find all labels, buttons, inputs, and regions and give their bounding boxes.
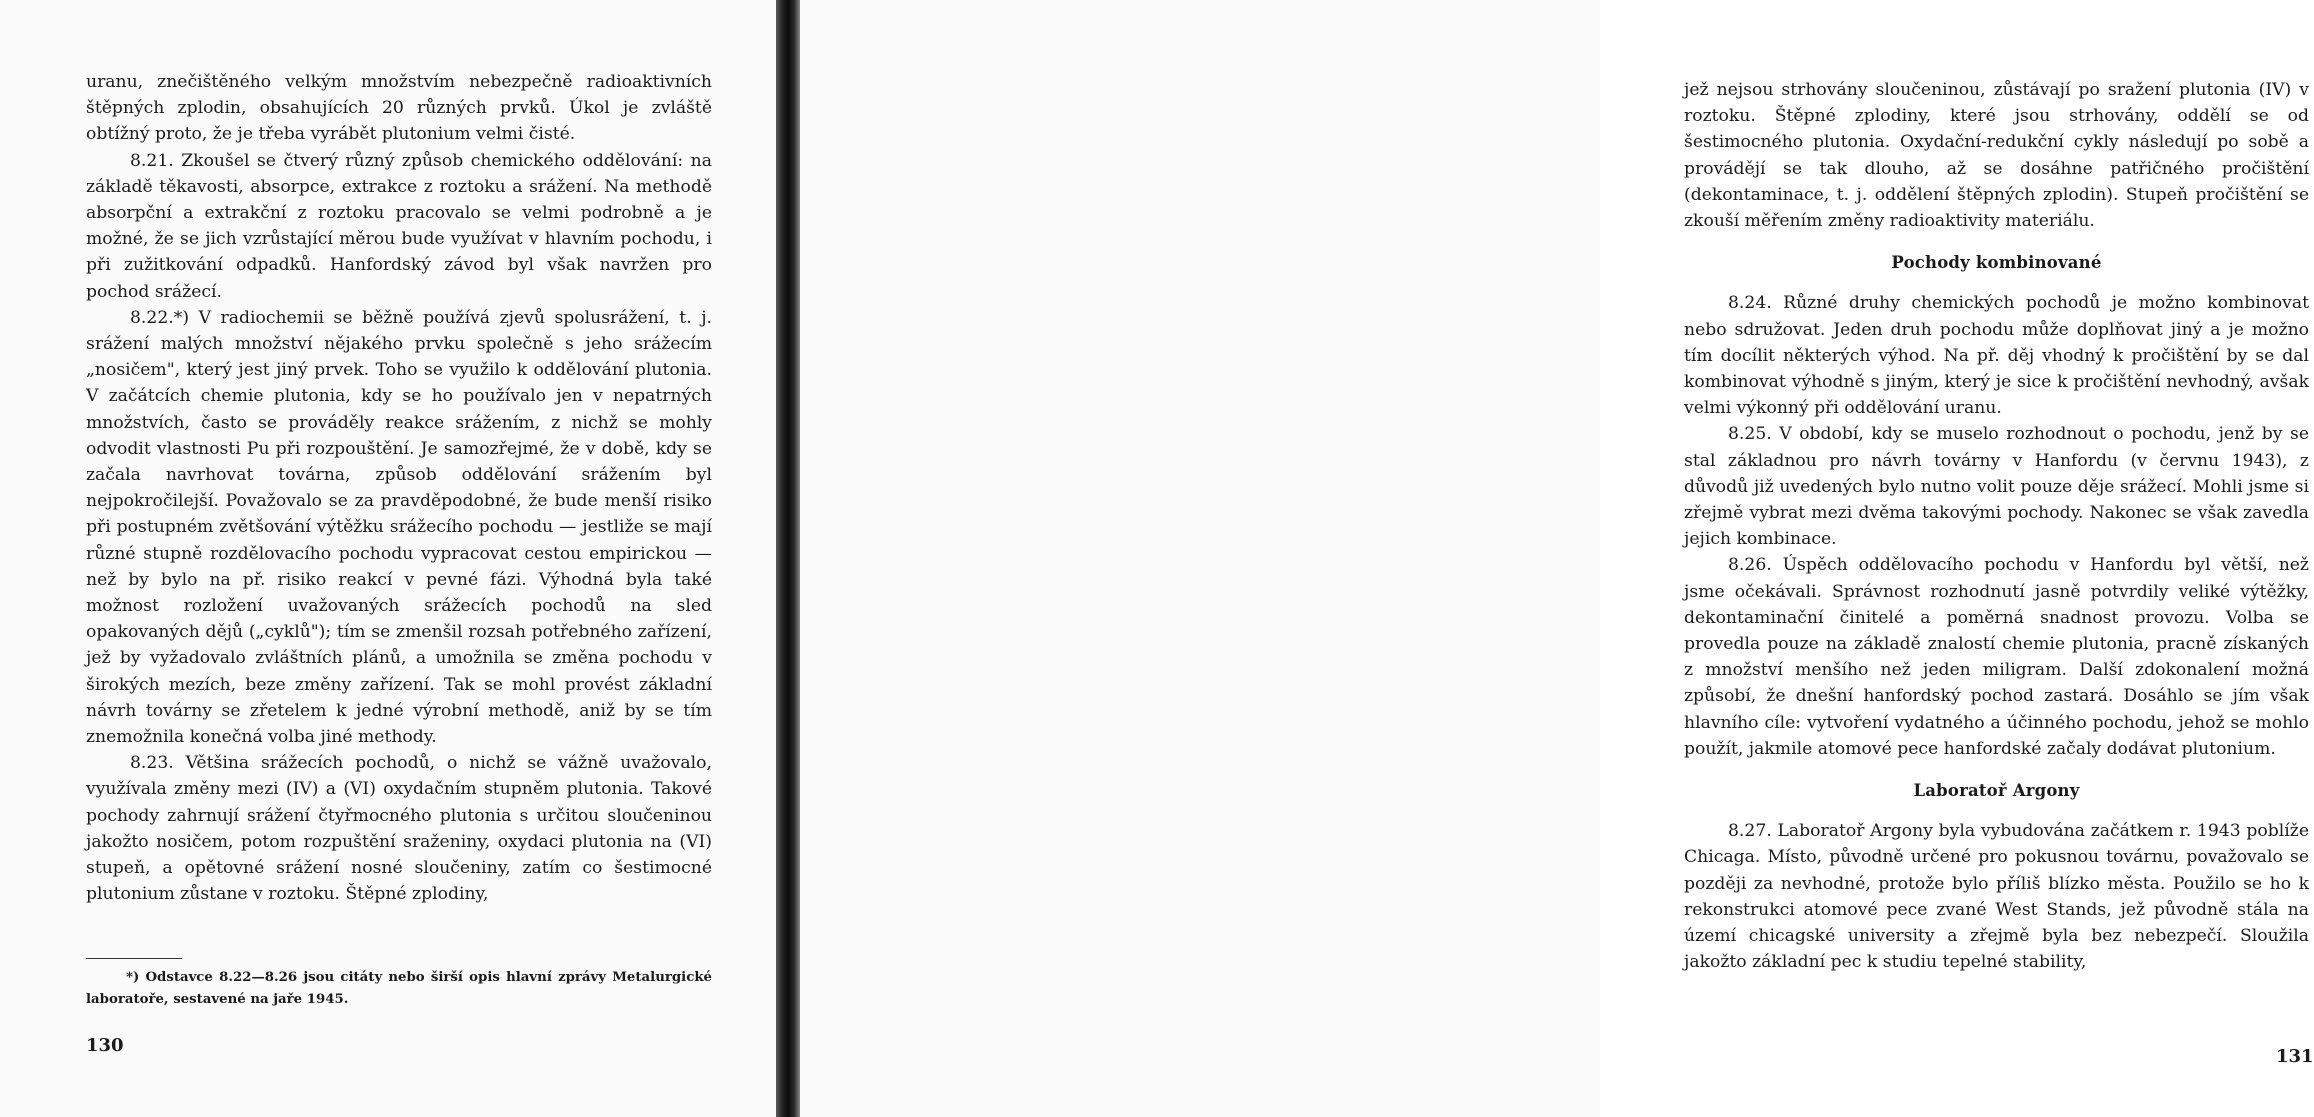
paragraph-8-22: 8.22.*) V radiochemii se běžně používá zjevů spolusrážení, t. j. srážení malých množství nějakého prvku společně s jeho srážecím „nosičem", který jest jiný prvek. Toho se využilo k oddělování plutonia. V začátcích chemie plutonia, kdy se ho používalo jen v nepatrných množstvích, často se prováděly reakce srážením, z nichž se mohly odvodit vlastnosti Pu při rozpouštění. Je samozřejmé, že v době, kdy se začala navrhovat továrna, způsob oddělování srážením byl nejpokročilejší. Považovalo se za pravděpodobné, že bude menší risiko při postupném zvětšování výtěžku srážecího pochodu — jestliže se mají různé stupně rozdělovacího pochodu vypracovat cestou empirickou — než by bylo na př. risiko reakcí v pevné fázi. Výhodná byla také možnost rozložení uvažovaných srážecích pochodů na sled opakovaných dějů („cyklů"); tím se zmenšil rozsah potřebného zařízení, jež by vyžadovalo zvláštních plánů, a umožnila se změna pochodu v širokých mezích, beze změny zařízení. Tak se mohl provést základní návrh továrny se zřetelem k jedné výrobní methodě, aniž by se tím znemožnila konečná volba jiné methody.	[86, 307, 712, 748]
footnote: *) Odstavce 8.22—8.26 jsou citáty nebo širší opis hlavní zprávy Metalurgické laboratoře, sestavené na jaře 1945.	[86, 970, 712, 1007]
paragraph-8-21: 8.21. Zkoušel se čtverý různý způsob chemického oddělování: na základě těkavosti, absorpce, extrakce z roztoku a srážení. Na methodě absorpční a extrakční z roztoku pracovalo se velmi podrobně a je možné, že se jich vzrůstající měrou bude využívat v hlavním pochodu, i při zužitkování odpadků. Hanfordský závod byl však navržen pro pochod srážecí.	[86, 150, 712, 302]
right-page	[800, 0, 2314, 1117]
left-page-body	[86, 69, 712, 908]
page-number-left: 130	[86, 1035, 124, 1056]
right-page-body	[1684, 77, 2309, 976]
paragraph-8-24: 8.24. Různé druhy chemických pochodů je možno kombinovat nebo sdružovat. Jeden druh pochodu může doplňovat jiný a je možno tím docílit některých výhod. Na př. děj vhodný k pročištění by se dal kombinovat výhodně s jiným, který je sice k pročištění nevhodný, avšak velmi výkonný při oddělování uranu.	[1684, 293, 2309, 419]
section-heading-argonne-laboratory: Laboratoř Argony	[1913, 781, 2080, 801]
paragraph-8-26: 8.26. Úspěch oddělovacího pochodu v Hanfordu byl větší, než jsme očekávali. Správnost rozhodnutí jasně potvrdily veliké výtěžky, dekontaminační činitelé a poměrná snadnost provozu. Volba se provedla pouze na základě znalostí chemie plutonia, pracně získaných z množství menšího než jeden miligram. Další zdokonalení možná způsobí, že dnešní hanfordský pochod zastará. Dosáhlo se jím však hlavního cíle: vytvoření vydatného a účinného pochodu, jehož se mohlo použít, jakmile atomové pece hanfordské začaly dodávat plutonium.	[1684, 555, 2309, 759]
paragraph-8-23: 8.23. Většina srážecích pochodů, o nichž se vážně uvažovalo, využívala změny mezi (IV) a (VI) oxydačním stupněm plutonia. Takové pochody zahrnují srážení čtyřmocného plutonia s určitou sloučeninou jakožto nosičem, potom rozpuštění sraženiny, oxydaci plutonia na (VI) stupeň, a opětovné srážení nosné sloučeniny, zatím co šestimocné plutonium zůstane v roztoku. Štěpné zplodiny,	[86, 753, 712, 905]
book-gutter	[776, 0, 800, 1117]
left-page	[0, 0, 776, 1117]
section-heading-combined-processes: Pochody kombinované	[1891, 253, 2102, 273]
paragraph-continuation: uranu, znečištěného velkým množstvím nebezpečně radioaktivních štěpných zplodin, obsahujících 20 různých prvků. Úkol je zvláště obtížný proto, že je třeba vyrábět plutonium velmi čisté.	[86, 72, 712, 145]
footnote-divider	[86, 958, 182, 959]
paragraph-8-25: 8.25. V období, kdy se muselo rozhodnout o pochodu, jenž by se stal základnou pro návrh továrny v Hanfordu (v červnu 1943), z důvodů již uvedených bylo nutno volit pouze děje srážecí. Mohli jsme si zřejmě vybrat mezi dvěma takovými pochody. Nakonec se však zavedla jejich kombinace.	[1684, 424, 2309, 550]
paragraph-8-27: 8.27. Laboratoř Argony byla vybudována začátkem r. 1943 poblíže Chicaga. Místo, původně určené pro pokusnou továrnu, považovalo se později za nevhodné, protože bylo příliš blízko města. Použilo se ho k rekonstrukci atomové pece zvané West Stands, jež původně stála na území chicagské university a zřejmě byla bez nebezpečí. Sloužila jakožto základní pec k studiu tepelné stability,	[1684, 821, 2309, 973]
page-number-right: 131	[2276, 1046, 2314, 1067]
paragraph-continuation: jež nejsou strhovány sloučeninou, zůstávají po sražení plutonia (IV) v roztoku. Štěpné zplodiny, které jsou strhovány, oddělí se od šestimocného plutonia. Oxydační-redukční cykly následují po sobě a provádějí se tak dlouho, až se dosáhne patřičného pročištění (dekontaminace, t. j. oddělení štěpných zplodin). Stupeň pročištění se zkouší měřením změny radioaktivity materiálu.	[1684, 80, 2309, 232]
